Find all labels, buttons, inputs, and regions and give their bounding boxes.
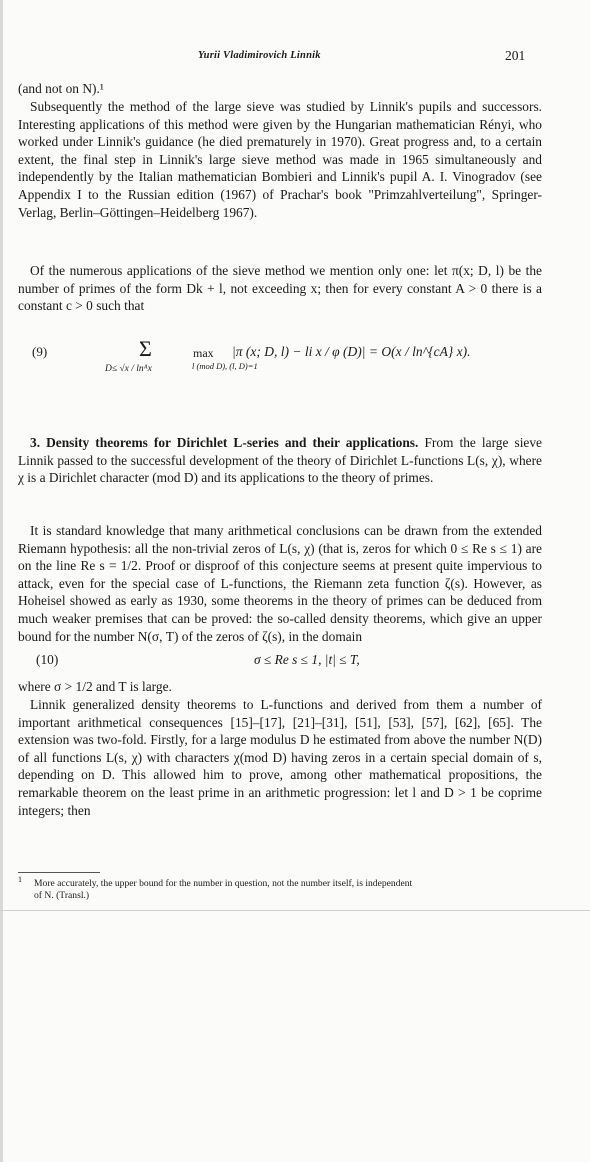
equation-10-label: (10) bbox=[36, 652, 59, 667]
footnote-line-1: More accurately, the upper bound for the number in question, not the number itself, is independent bbox=[34, 878, 413, 889]
paragraph-large-sieve: Subsequently the method of the large sieve was studied by Linnik's pupils and successors. Interesting applications of this method were given by the Hungarian mathematician Rényi, who worked under Linnik's guidance (he died prematurely in 1970). Great progress and, to a certain extent, the final step in Linnik's large sieve method was made in 1965 simultaneously and independently by the Italian mathematician Bombieri and Linnik's pupil A. I. Vinogradov (see Appendix I to the Russian edition (1967) of Prachar's book "Primzahlverteilung", Springer-Verlag, Berlin–Göttingen–Heidelberg 1967). bbox=[18, 99, 542, 220]
max-operator: max bbox=[193, 346, 214, 360]
paragraph-applications: Of the numerous applications of the sieve method we mention only one: let π(x; D, l) be the number of primes of the form Dk + l, not exceeding x; then for every constant A > 0 there is a constant c > 0 such that bbox=[18, 263, 542, 314]
paragraph-where: where σ > 1/2 and T is large. bbox=[18, 679, 172, 694]
paragraph-density: Linnik generalized density theorems to L-functions and derived from them a number of important arithmetical consequences [15]–[17], [21]–[31], [51], [53], [57], [62], [65]. The extension was two-fold. Firstly, for a large modulus D he estimated from above the number N(D) of all functions L(s, χ) with characters χ(mod D) having zeros in a certain special domain of s, depending on D. This allowed him to prove, among other mathematical propositions, the remarkable theorem on the least prime in an arithmetic progression: let l and D > 1 be coprime integers; then bbox=[18, 697, 542, 818]
page-number: 201 bbox=[505, 48, 526, 63]
section-3 bbox=[18, 434, 542, 487]
sum-subscript: D≤ √x / lnᴬx bbox=[105, 364, 152, 374]
page-bottom-rule bbox=[0, 910, 590, 911]
equation-9-body: |π (x; D, l) − li x / φ (D)| = O(x / ln^{cA} x). bbox=[232, 344, 471, 359]
running-header bbox=[0, 48, 590, 68]
paragraph-riemann: It is standard knowledge that many arithmetical conclusions can be drawn from the extended Riemann hypothesis: all the non-trivial zeros of L(s, χ) (that is, zeros for which 0 ≤ Re s ≤ 1) are on the line Re s = 1/2. Proof or disproof of this conjecture seems at present quite impervious to attack, even for the special case of L-functions, the Riemann zeta function ζ(s). However, as Hoheisel showed as early as 1930, some theorems in the theory of primes can be deduced from much weaker premises that can be proved: the so-called density theorems, which give an upper bound for the number N(σ, T) of the zeros of ζ(s), in the domain bbox=[18, 523, 542, 644]
running-title: Yurii Vladimirovich Linnik bbox=[198, 50, 321, 61]
scan-edge bbox=[0, 0, 3, 1162]
section-heading: 3. Density theorems for Dirichlet L-series and their applications. bbox=[30, 435, 419, 450]
equation-10-body: σ ≤ Re s ≤ 1, |t| ≤ T, bbox=[254, 652, 360, 667]
equation-9 bbox=[18, 336, 558, 400]
max-subscript: l (mod D), (l, D)=1 bbox=[192, 361, 258, 371]
footnote-line-2: of N. (Transl.) bbox=[34, 890, 90, 901]
footnote-rule bbox=[18, 872, 100, 873]
paragraph-continuation: (and not on N).¹ bbox=[18, 81, 104, 96]
equation-9-label: (9) bbox=[32, 344, 48, 359]
footnote-marker: 1 bbox=[18, 875, 22, 884]
sum-sign: Σ bbox=[139, 336, 152, 361]
section-intro: From the large sieve Linnik passed to the successful development of the theory of Dirichlet L-functions L(s, χ), where χ is a Dirichlet character (mod D) and its applications to the theory of primes. bbox=[18, 435, 543, 486]
